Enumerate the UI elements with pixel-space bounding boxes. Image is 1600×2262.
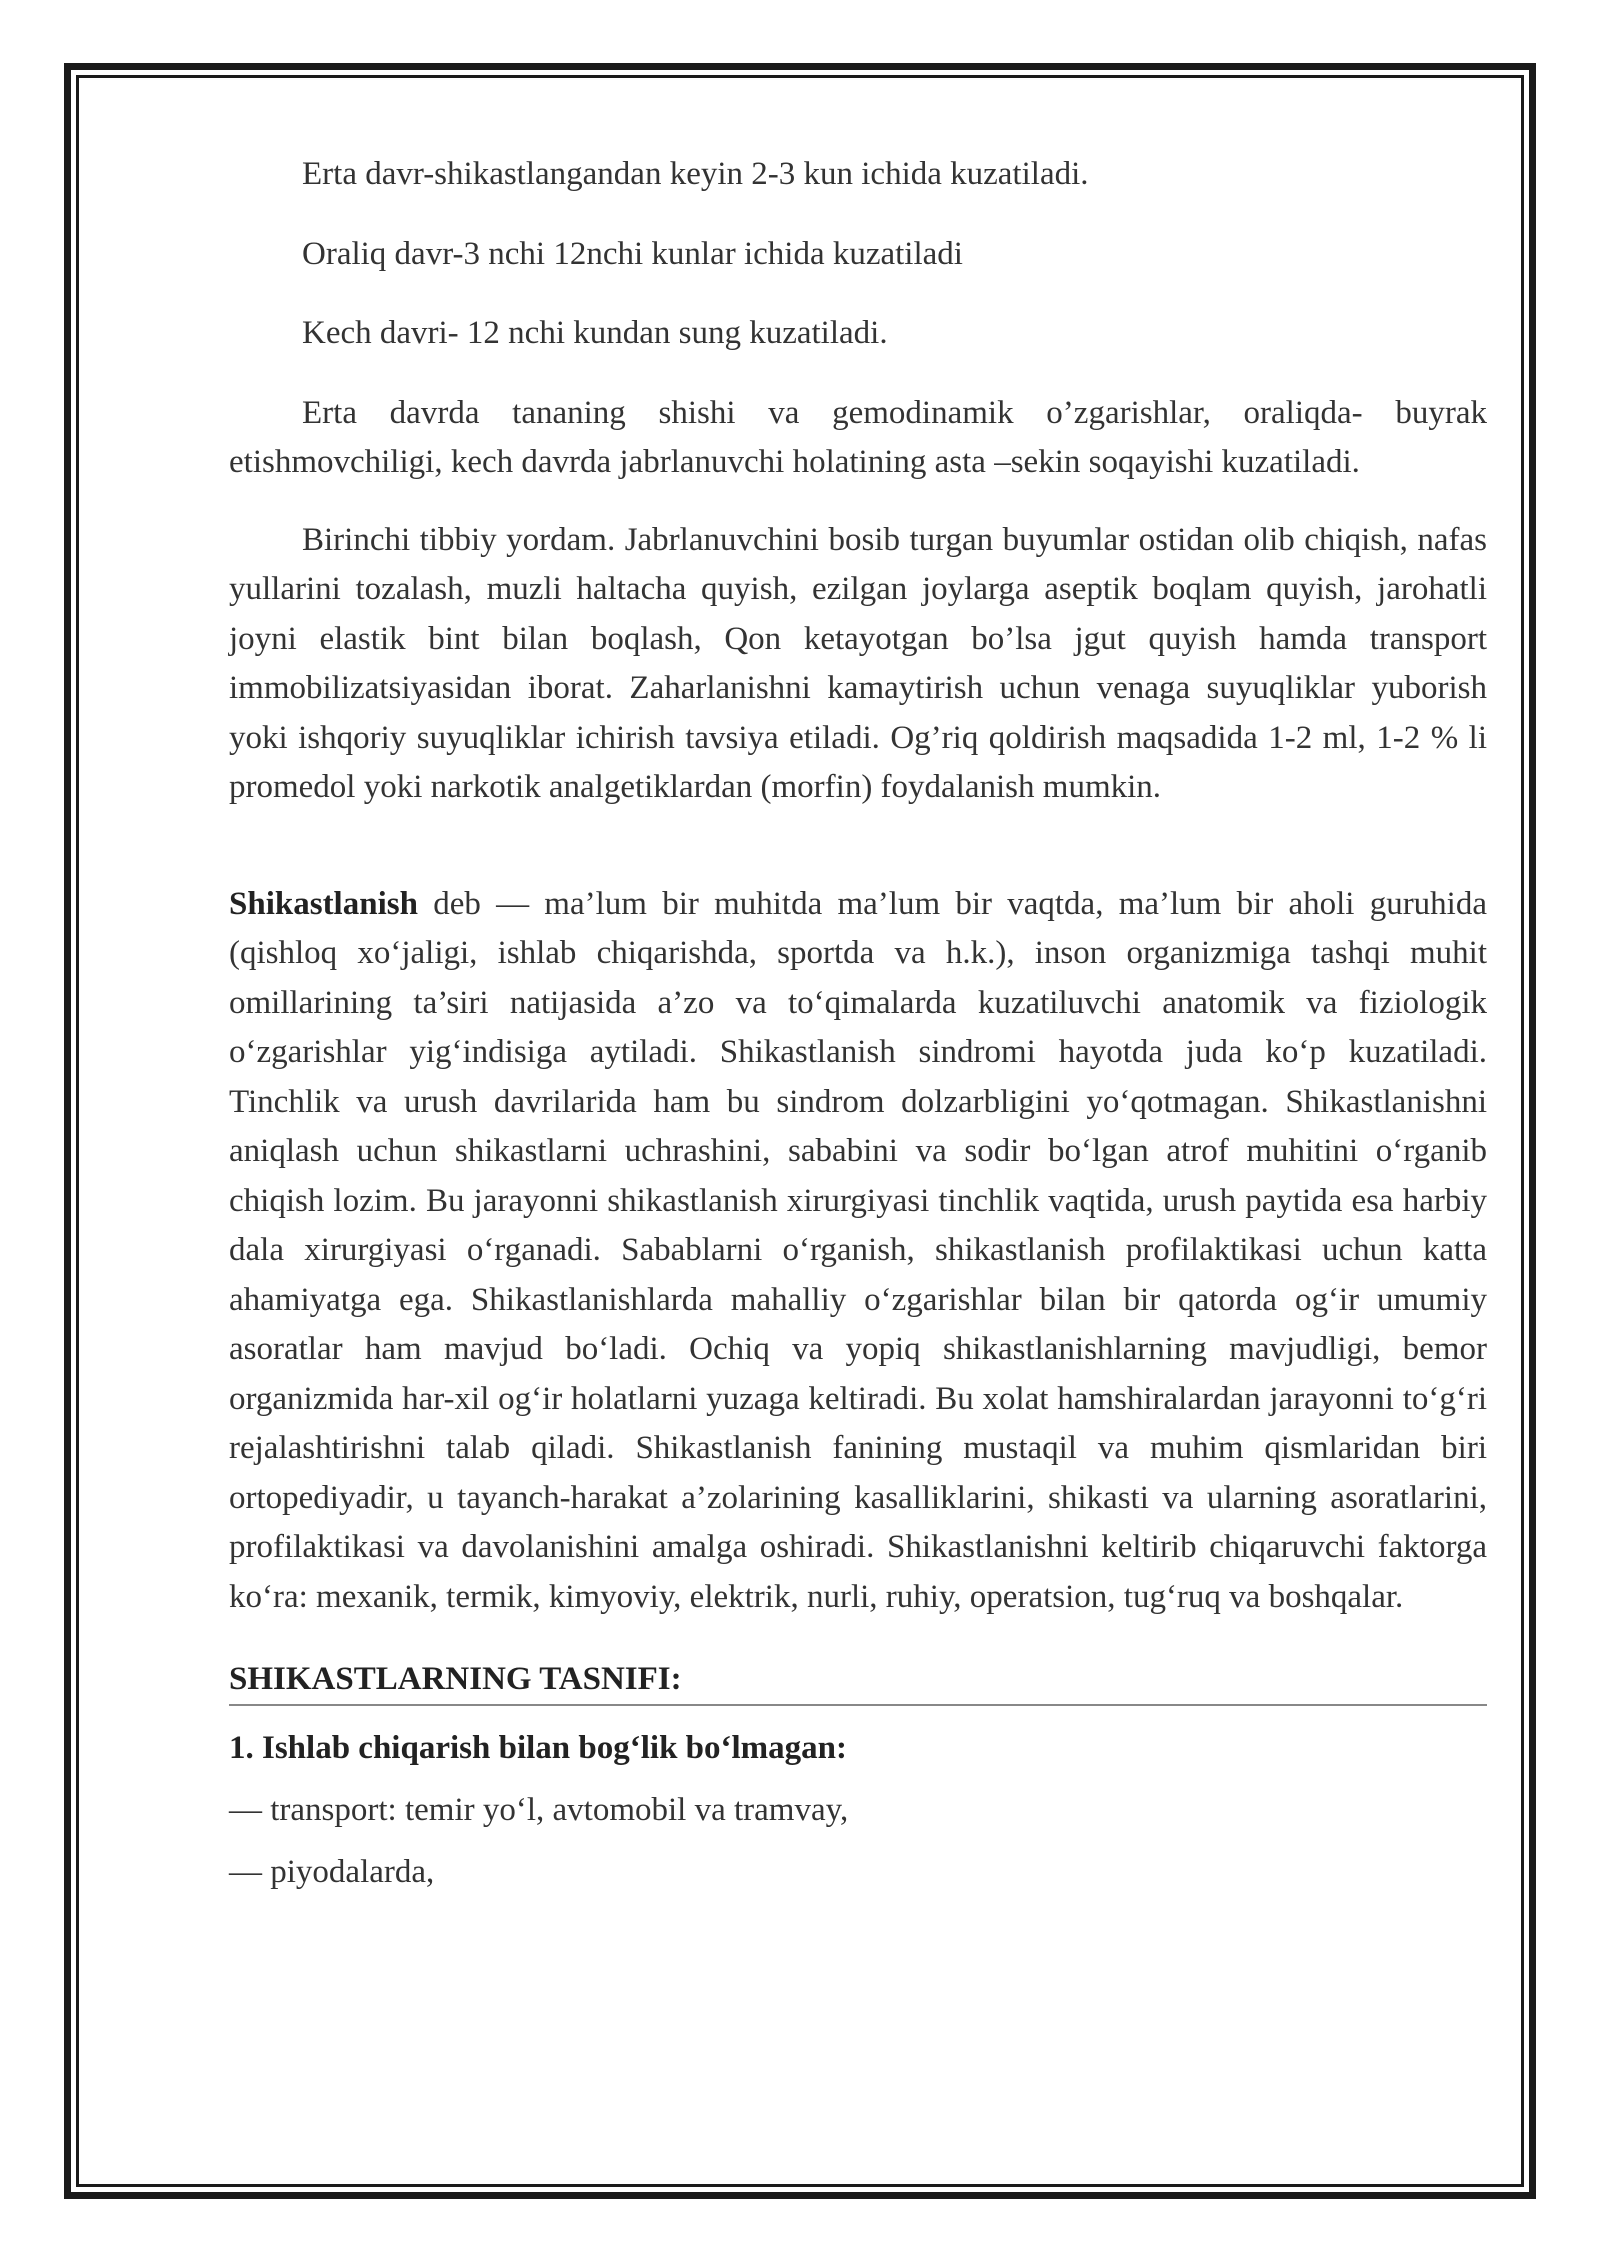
classification-subheading: 1. Ishlab chiqarish bilan bog‘lik bo‘lmagan: [229,1730,848,1766]
classification-heading: SHIKASTLARNING TASNIFI: [229,1656,1487,1706]
list-item: — piyodalarda, [229,1854,435,1890]
document-body [229,150,1487,1910]
definition-paragraph [229,880,1487,1623]
definition-term: Shikastlanish [229,885,418,922]
list-item: — transport: temir yo‘l, avtomobil va tramvay, [229,1792,849,1828]
period-late: Kech davri- 12 nchi kundan sung kuzatiladi. [302,315,888,351]
definition-text: deb — ma’lum bir muhitda ma’lum bir vaqtda, ma’lum bir aholi guruhida (qishloq xo‘jaligi, ishlab chiqarishda, sportda va h.k.), inson organizmiga tashqi muhit omillarining ta’siri natijasida a’zo va to‘qimalarda kuzatiluvchi anatomik va fiziologik o‘zgarishlar yig‘indisiga aytiladi. Shikastlanish sindromi hayotda juda ko‘p kuzatiladi. Tinchlik va urush davrilarida ham bu sindrom dolzarbligini yo‘qotmagan. Shikastlanishni aniqlash uchun shikastlarni uchrashini, sababini va sodir bo‘lgan atrof muhitini o‘rganib chiqish lozim. Bu jarayonni shikastlanish xirurgiyasi tinchlik vaqtida, urush paytida esa harbiy dala xirurgiyasi o‘rganadi. Sabablarni o‘rganish, shikastlanish profilaktikasi uchun katta ahamiyatga ega. Shikastlanishlarda mahalliy o‘zgarishlar bilan bir qatorda og‘ir umumiy asoratlar ham mavjud bo‘ladi. Ochiq va yopiq shikastlanishlarning mavjudligi, bemor organizmida har-xil og‘ir holatlarni yuzaga keltiradi. Bu xolat hamshiralardan jarayonni to‘g‘ri rejalashtirishni talab qiladi. Shikastlanish fanining mustaqil va muhim qismlaridan biri ortopediyadir, u tayanch-harakat a’zolarining kasalliklarini, shikasti va ularning asoratlarini, profilaktikasi va davolanishini amalga oshiradi. Shikastlanishni keltirib chiqaruvchi faktorga ko‘ra: mexanik, termik, kimyoviy, elektrik, nurli, ruhiy, operatsion, tug‘ruq va boshqalar. [229,885,1487,1615]
first-aid-paragraph: Birinchi tibbiy yordam. Jabrlanuvchini bosib turgan buyumlar ostidan olib chiqish, nafas yullarini tozalash, muzli haltacha quyish, ezilgan joylarga aseptik boqlam quyish, jarohatli joyni elastik bint bilan boqlash, Qon ketayotgan bo’lsa jgut quyish hamda transport immobilizatsiyasidan iborat. Zaharlanishni kamaytirish uchun venaga suyuqliklar yuborish yoki ishqoriy suyuqliklar ichirish tavsiya etiladi. Og’riq qoldirish maqsadida 1-2 ml, 1-2 % li promedol yoki narkotik analgetiklardan (morfin) foydalanish mumkin. [229,521,1487,805]
period-middle: Oraliq davr-3 nchi 12nchi kunlar ichida kuzatiladi [302,235,963,272]
period-early: Erta davr-shikastlangandan keyin 2-3 kun ichida kuzatiladi. [302,156,1089,192]
period-summary-paragraph: Erta davrda tananing shishi va gemodinamik o’zgarishlar, oraliqda- buyrak etishmovchiligi, kech davrda jabrlanuvchi holatining asta –sekin soqayishi kuzatiladi. [229,394,1487,480]
